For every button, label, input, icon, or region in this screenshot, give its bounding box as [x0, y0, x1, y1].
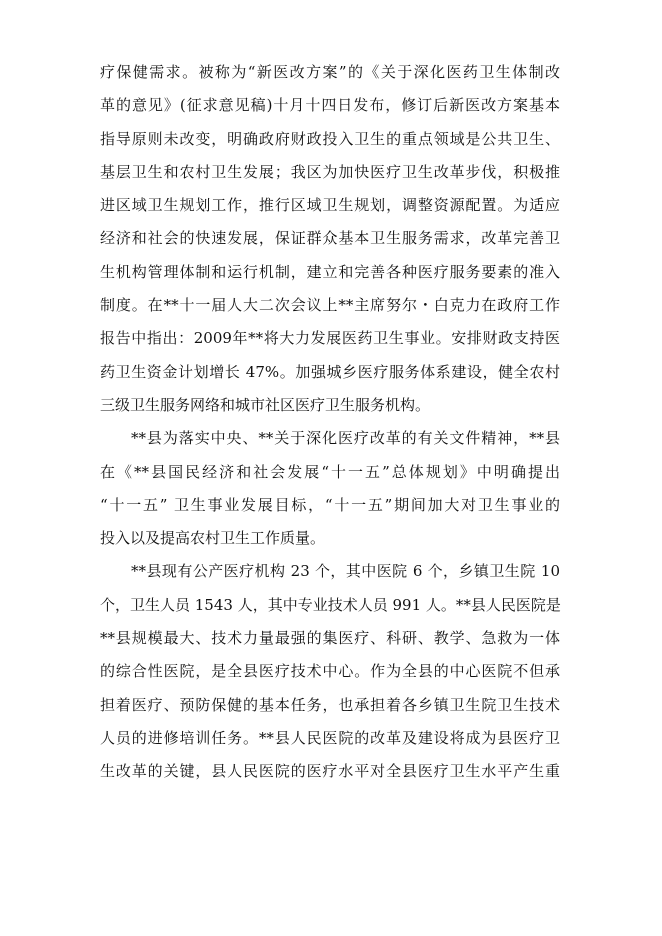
text-line: 报告中指出：2009年**将大力发展医药卫生事业。安排财政支持医	[100, 329, 560, 348]
text-line: 经济和社会的快速发展，保证群众基本卫生服务需求，改革完善卫	[100, 229, 560, 248]
text-line: 个，卫生人员 1543 人，其中专业技术人员 991 人。**县人民医院是	[100, 595, 561, 614]
text-line: 疗保健需求。被称为“新医改方案”的《关于深化医药卫生体制改	[100, 63, 560, 81]
text-line: 担着医疗、预防保健的基本任务，也承担着各乡镇卫生院卫生技术	[100, 695, 560, 714]
paragraph-2	[100, 422, 560, 555]
text-line: **县现有公产医疗机构 23 个，其中医院 6 个，乡镇卫生院 10	[131, 562, 560, 581]
text-line: 指导原则未改变，明确政府财政投入卫生的重点领域是公共卫生、	[100, 129, 560, 148]
text-line: **县规模最大、技术力量最强的集医疗、科研、教学、急救为一体	[100, 629, 560, 648]
text-line: “十一五” 卫生事业发展目标，“十一五”期间加大对卫生事业的	[100, 495, 560, 514]
text-line: 药卫生资金计划增长 47%。加强城乡医疗服务体系建设，健全农村	[100, 362, 560, 381]
text-line: 投入以及提高农村卫生工作质量。	[100, 529, 326, 548]
text-line: 生机构管理体制和运行机制，建立和完善各种医疗服务要素的准入	[100, 262, 560, 281]
text-line: 生改革的关键，县人民医院的医疗水平对全县医疗卫生水平产生重	[100, 762, 560, 781]
text-line: 在《**县国民经济和社会发展“十一五”总体规划》中明确提出	[100, 462, 560, 481]
text-line: 的综合性医院，是全县医疗技术中心。作为全县的中心医院不但承	[100, 662, 560, 681]
text-line: 基层卫生和农村卫生发展；我区为加快医疗卫生改革步伐，积极推	[100, 162, 560, 181]
text-line: 制度。在**十一届人大二次会议上**主席努尔・白克力在政府工作	[100, 296, 560, 315]
text-line: **县为落实中央、**关于深化医疗改革的有关文件精神，**县	[131, 429, 560, 448]
text-line: 人员的进修培训任务。**县人民医院的改革及建设将成为县医疗卫	[100, 728, 560, 747]
paragraph-3	[100, 555, 560, 788]
paragraph-1	[100, 56, 560, 422]
text-line: 革的意见》(征求意见稿)十月十四日发布，修订后新医改方案基本	[100, 96, 560, 115]
body-text	[100, 56, 560, 789]
text-line: 三级卫生服务网络和城市社区医疗卫生服务机构。	[100, 395, 431, 414]
text-line: 进区域卫生规划工作，推行区域卫生规划，调整资源配置。为适应	[100, 196, 560, 215]
